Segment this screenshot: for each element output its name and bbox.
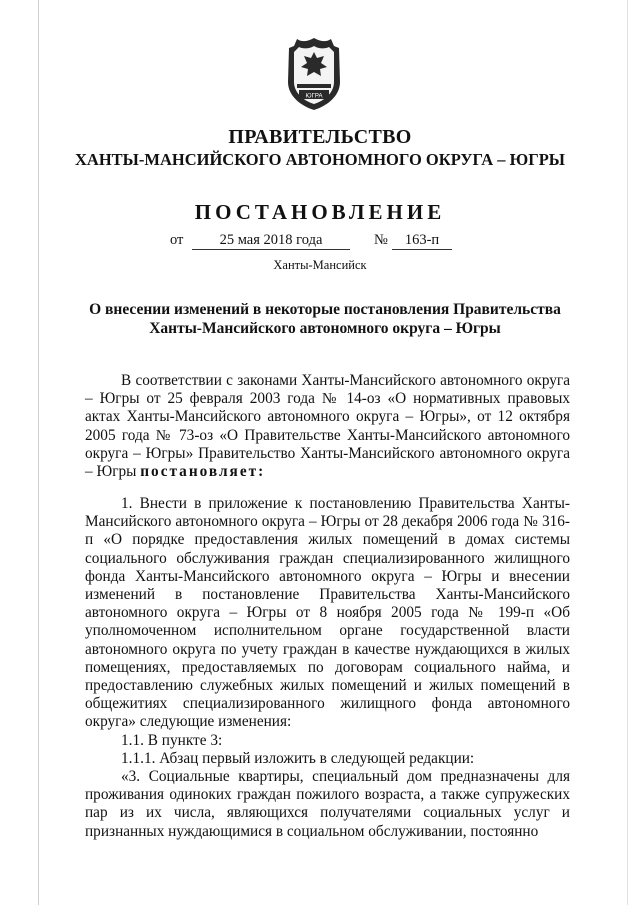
item-1-1-1: 1.1.1. Абзац первый изложить в следующей редакции:	[121, 749, 475, 767]
document-type: ПОСТАНОВЛЕНИЕ	[194, 200, 446, 224]
subject-line-1: О внесении изменений в некоторые постановления Правительства	[89, 301, 561, 318]
preamble-paragraph	[85, 372, 570, 481]
date-number-line	[170, 232, 470, 252]
item-1: 1. Внести в приложение к постановлению Правительства Ханты-Мансийского автономного округа – Югры от 28 декабря 2006 года № 316-п «О порядке предоставления жилых помещений в домах системы социального обслуживания граждан специализированного жилищного фонда Ханты-Мансийского автономного округа – Югры и внесении изменений в постановление Правительства Ханты-Мансийского автономного округа – Югры от 8 ноября 2005 года № 199-п «Об уполномоченном исполнительном органе государственной власти автономного округа по учету граждан в качестве нуждающихся в жилых помещениях, предоставляемых по договорам социального найма, и предоставлению служебных жилых помещений и жилых помещений в общежитиях специализированного жилищного фонда автономного округа» следующие изменения:	[85, 495, 570, 731]
body-items	[85, 495, 570, 841]
coat-of-arms-emblem	[283, 36, 345, 112]
preamble-text: В соответствии с законами Ханты-Мансийского автономного округа – Югры от 25 февраля 2003 года № 14-оз «О нормативных правовых актах Ханты-Мансийского автономного округа – Югры», от 12 октября 2005 года № 73-оз «О Правительстве Ханты-Мансийского автономного округа – Югры» Правительство Ханты-Мансийского автономного округа – Югры	[85, 372, 570, 481]
number-label: №	[374, 232, 388, 248]
item-1-1: 1.1. В пункте 3:	[121, 731, 223, 749]
region-title: ХАНТЫ-МАНСИЙСКОГО АВТОНОМНОГО ОКРУГА – ЮГРЫ	[75, 150, 565, 169]
document-subject	[70, 300, 580, 338]
resolves-word: постановляет:	[140, 463, 266, 481]
government-title: ПРАВИТЕЛЬСТВО	[228, 126, 412, 148]
subject-line-2: Ханты-Мансийского автономного округа – Югры	[149, 320, 501, 337]
document-date: 25 мая 2018 года	[192, 232, 350, 250]
issue-city: Ханты-Мансийск	[273, 258, 367, 272]
document-number: 163-п	[392, 232, 452, 250]
emblem-caption: ЮГРА	[305, 93, 323, 100]
date-from-label: от	[170, 232, 184, 248]
quoted-text: «3. Социальные квартиры, специальный дом предназначены для проживания одиноких граждан пожилого возраста, а также супружеских пар из их числа, являющихся получателями социальных услуг и признанных нуждающимися в социальном обслуживании, постоянно	[85, 768, 570, 840]
